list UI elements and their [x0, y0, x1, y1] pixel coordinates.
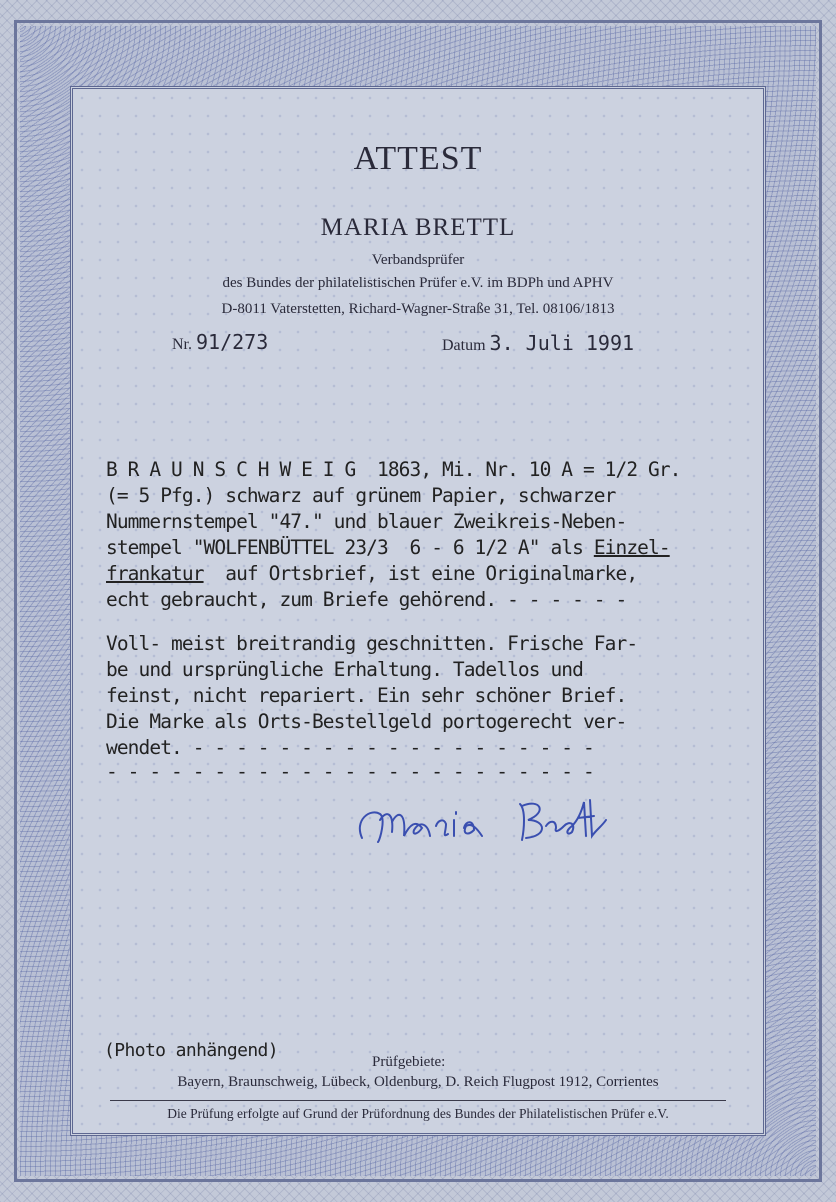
typed-line: feinst, nicht repariert. Ein sehr schöner Brief. [106, 684, 627, 707]
typed-line: wendet. - - - - - - - - - - - - - - - - - - - [106, 736, 594, 759]
certificate-title: ATTEST [353, 140, 483, 177]
underlined-word: Einzel- [593, 536, 670, 559]
typed-line-with-underline [106, 536, 670, 559]
handwritten-signature [350, 790, 670, 860]
typed-line: Voll- meist breitrandig geschnitten. Frische Far- [106, 632, 638, 655]
typed-segment: auf Ortsbrief, ist eine Originalmarke, [203, 562, 638, 585]
examiner-role: Verbandsprüfer [371, 252, 465, 268]
examiner-name: MARIA BRETTL [320, 214, 516, 241]
typed-line: Nummernstempel "47." und blauer Zweikreis-Neben- [106, 510, 627, 533]
photo-note: (Photo anhängend) [104, 1040, 279, 1061]
inner-panel [70, 86, 766, 1136]
typed-line: (= 5 Pfg.) schwarz auf grünem Papier, schwarzer [106, 484, 616, 507]
underlined-word: frankatur [106, 562, 204, 585]
typed-line-with-underline [106, 562, 637, 585]
footer-statement: Die Prüfung erfolgte auf Grund der Prüfordnung des Bundes der Philatelistischen Prüfer e.V. [167, 1106, 669, 1121]
certificate-date [442, 331, 634, 355]
certificate-number [172, 330, 268, 354]
number-value: 91/273 [196, 330, 269, 354]
footer-divider [110, 1100, 726, 1101]
typed-line: Die Marke als Orts-Bestellgeld portogerecht ver- [106, 710, 627, 733]
typed-line: - - - - - - - - - - - - - - - - - - - - - - - [106, 760, 594, 783]
typed-segment: stempel "WOLFENBÜTTEL 23/3 6 - 6 1/2 A" als [106, 536, 594, 559]
typed-line: echt gebraucht, zum Briefe gehörend. - - - - - - [106, 588, 627, 611]
number-label: Nr. [172, 336, 192, 353]
date-label: Datum [442, 337, 486, 354]
examiner-organization: des Bundes der philatelistischen Prüfer e.V. im BDPh und APHV [222, 275, 614, 291]
examiner-address: D-8011 Vaterstetten, Richard-Wagner-Straße 31, Tel. 08106/1813 [221, 301, 615, 317]
pruefgebiete-label: Prüfgebiete: [372, 1054, 446, 1070]
pruefgebiete-list: Bayern, Braunschweig, Lübeck, Oldenburg, D. Reich Flugpost 1912, Corrientes [177, 1074, 659, 1090]
typed-line: be und ursprüngliche Erhaltung. Tadellos und [106, 658, 583, 681]
typed-line: B R A U N S C H W E I G 1863, Mi. Nr. 10 A = 1/2 Gr. [106, 458, 681, 481]
date-value: 3. Juli 1991 [489, 331, 635, 355]
